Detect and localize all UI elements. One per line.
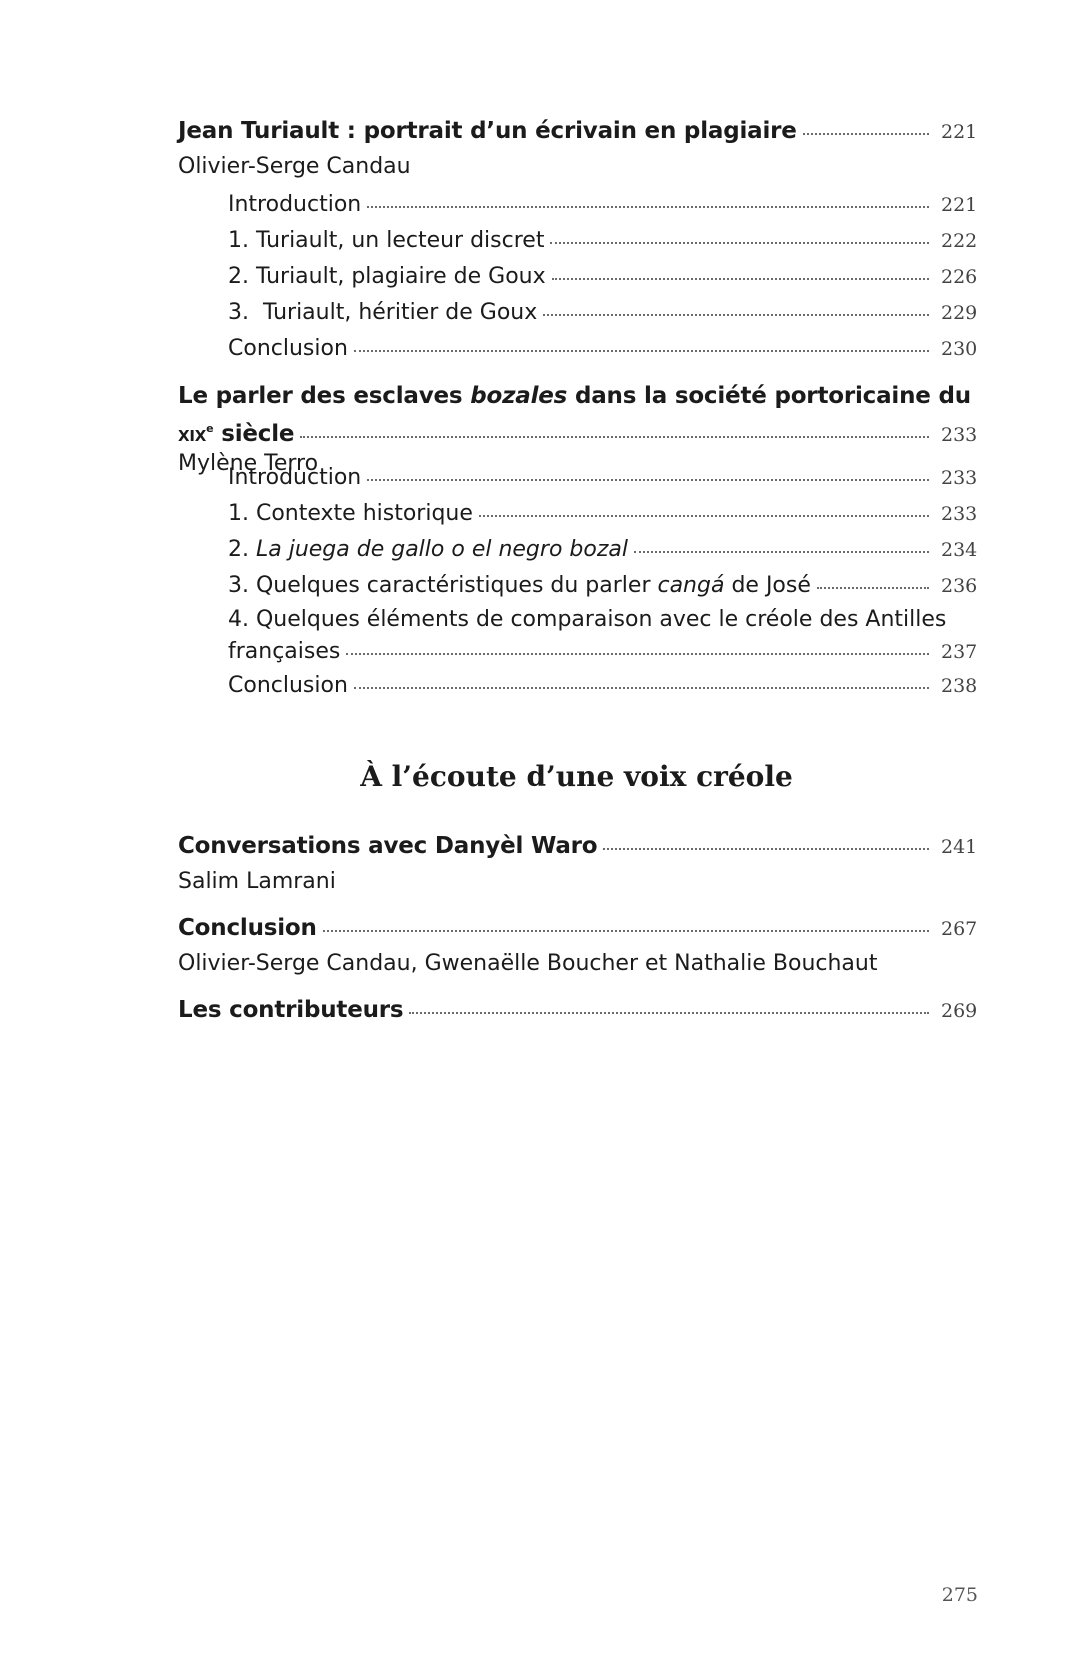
dot-leader (552, 277, 929, 280)
toc-subsections (178, 187, 978, 367)
page-number: 233 (941, 424, 978, 446)
title-italic: bozales (470, 383, 568, 409)
toc-subsection-label: 2. Turiault, plagiaire de Goux (228, 264, 546, 289)
page-number: 241 (941, 836, 978, 858)
page-number: 226 (941, 266, 978, 288)
page-number: 237 (941, 641, 978, 663)
dot-leader (409, 1011, 929, 1014)
toc-subsection-label: 4. Quelques éléments de comparaison avec le créole des Antilles (228, 607, 947, 632)
page-number: 238 (941, 675, 978, 697)
page-number: 267 (941, 918, 978, 940)
label-text: de José (724, 573, 811, 598)
title-text: siècle (213, 421, 295, 447)
dot-leader (817, 586, 929, 589)
page-number: 233 (941, 467, 978, 489)
page-number: 230 (941, 338, 978, 360)
dot-leader (550, 241, 929, 244)
page-number: 269 (941, 1000, 978, 1022)
toc-subsection[interactable] (228, 259, 978, 295)
toc-entry-title: Les contributeurs (178, 997, 404, 1023)
toc-subsection-line-2 (228, 636, 978, 668)
page-number: 234 (941, 539, 978, 561)
toc-entry-title-line[interactable] (178, 992, 978, 1028)
toc-subsection-label-cont: françaises (228, 639, 341, 664)
toc-entry-author: Olivier-Serge Candau, Gwenaëlle Boucher et Nathalie Bouchaut (178, 951, 878, 976)
toc-subsection[interactable] (228, 532, 978, 568)
dot-leader (479, 514, 929, 517)
toc-subsection[interactable] (228, 604, 978, 668)
page-number: 221 (941, 121, 978, 143)
page-folio: 275 (941, 1584, 978, 1606)
small-caps-century: xix (178, 422, 207, 447)
label-italic: La juega de gallo o el negro bozal (255, 537, 628, 562)
dot-leader (323, 929, 929, 932)
toc-subsection[interactable] (228, 460, 978, 496)
toc-subsection-label: Introduction (228, 465, 362, 490)
title-text: Le parler des esclaves (178, 383, 471, 409)
page-number: 221 (941, 194, 978, 216)
toc-entry-author: Mylène Terro (178, 451, 319, 476)
dot-leader (634, 550, 929, 553)
toc-entry-author: Olivier-Serge Candau (178, 154, 411, 179)
toc-entry-title-line[interactable] (178, 113, 978, 149)
toc-subsection[interactable] (228, 187, 978, 223)
label-text: 2. (228, 537, 256, 562)
dot-leader (803, 132, 929, 135)
page-number: 236 (941, 575, 978, 597)
toc-subsection[interactable] (228, 223, 978, 259)
toc-entry-title-line-1[interactable] (178, 380, 975, 412)
label-text: 3. Quelques caractéristiques du parler (228, 573, 658, 598)
toc-entry-title: Conclusion (178, 915, 317, 941)
toc-subsection[interactable] (228, 331, 978, 367)
toc-subsection-label (228, 568, 811, 604)
section-heading: À l’écoute d’une voix créole (360, 760, 793, 793)
dot-leader (367, 205, 929, 208)
dot-leader (346, 652, 929, 655)
toc-subsection-label (228, 532, 628, 568)
dot-leader (354, 349, 929, 352)
toc-entry-title-line[interactable] (178, 828, 978, 864)
toc-subsection-label: Conclusion (228, 673, 348, 698)
toc-subsection[interactable] (228, 568, 978, 604)
dot-leader (300, 435, 929, 438)
title-text: dans la société portoricaine du (567, 383, 971, 409)
page-number: 229 (941, 302, 978, 324)
toc-entry-conclusion (178, 910, 978, 982)
toc-subsection[interactable] (228, 496, 978, 532)
toc-entry-contributeurs (178, 992, 978, 1028)
dot-leader (603, 847, 929, 850)
toc-entry-author: Salim Lamrani (178, 869, 336, 894)
dot-leader (543, 313, 929, 316)
superscript: e (206, 422, 214, 435)
toc-entry-waro (178, 828, 978, 900)
dot-leader (367, 478, 929, 481)
toc-subsection-label: Introduction (228, 192, 362, 217)
toc-subsection-label: Conclusion (228, 336, 348, 361)
toc-subsection-label: 1. Contexte historique (228, 501, 473, 526)
dot-leader (354, 686, 929, 689)
toc-subsection[interactable] (228, 295, 978, 331)
page-number: 233 (941, 503, 978, 525)
toc-entry-title: Jean Turiault : portrait d’un écrivain en plagiaire (178, 118, 797, 144)
toc-subsection[interactable] (228, 668, 978, 704)
page-number: 222 (941, 230, 978, 252)
toc-subsection-label: 3. Turiault, héritier de Goux (228, 300, 538, 325)
toc-subsections (178, 460, 978, 704)
toc-subsection-label: 1. Turiault, un lecteur discret (228, 228, 545, 253)
toc-entry-title-line[interactable] (178, 910, 978, 946)
label-italic: cangá (657, 573, 725, 598)
toc-entry-title-line-2[interactable] (178, 412, 978, 447)
toc-entry-title: Conversations avec Danyèl Waro (178, 833, 598, 859)
toc-entry-turiault (178, 113, 978, 185)
